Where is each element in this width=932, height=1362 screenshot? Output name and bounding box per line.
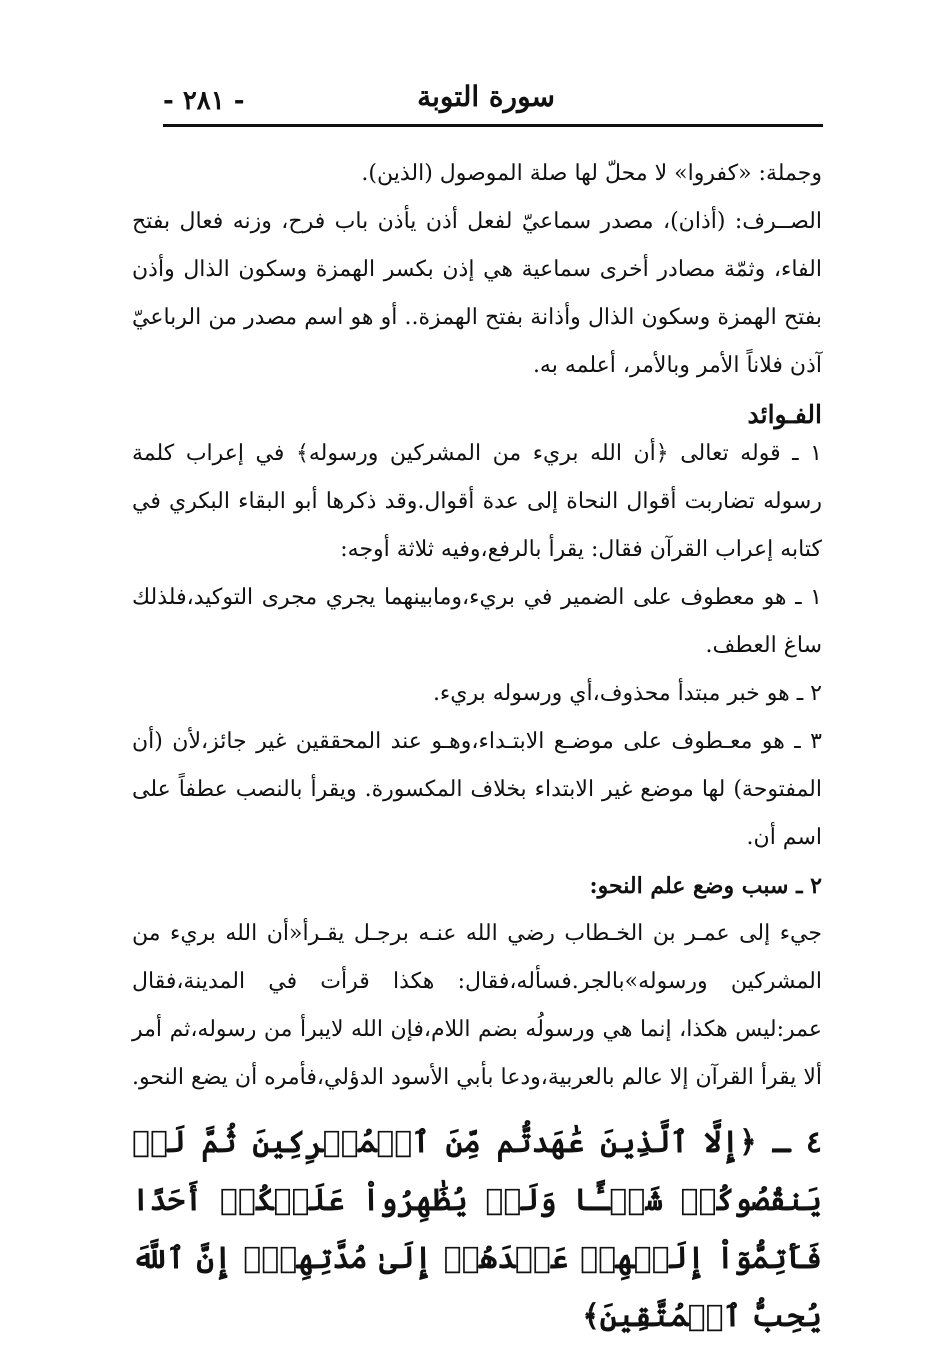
paragraph-relative-clause: وجملة: «كفروا» لا محلّ لها صلة الموصول (الذين). xyxy=(361,161,822,186)
surah-title: سورة التوبة xyxy=(417,80,555,113)
fawaid-item-1-point-1: ١ ـ هو معطوف على الضمير في بريء،ومابينهما يجري مجرى التوكيد،فلذلك ساغ العطف. xyxy=(132,585,822,658)
fawaid-item-2-heading: ٢ ـ سبب وضع علم النحو: xyxy=(589,873,822,899)
fawaid-item-1-point-2: ٢ ـ هو خبر مبتدأ محذوف،أي ورسوله بريء. xyxy=(432,681,822,706)
paragraph-morphology: الصــرف: (أذان)، مصدر سماعيّ لفعل أذن يأذن باب فرح، وزنه فعال بفتح الفاء، وثمّة مصادر أخرى سماعية هي إذن بكسر الهمزة وسكون الذال وأذن بفتح الهمزة وسكون الذال وأذانة بفتح الهمزة.. أو هو اسم مصدر من الرباعيّ آذن فلاناً الأمر وبالأمر، أعلمه به. xyxy=(132,209,822,378)
body-text xyxy=(132,150,822,1346)
header-divider xyxy=(163,124,823,127)
page-header xyxy=(163,78,823,128)
fawaid-item-1-point-3: ٣ ـ هو معـطوف على موضـع الابتـداء،وهـو عند المحققين غير جائز،لأن (أن المفتوحة) لها موضع غير الابتداء بخلاف المكسورة. ويقرأ بالنصب عطفاً على اسم أن. xyxy=(132,729,822,850)
fawaid-item-4-number: ٤ ـ xyxy=(772,1125,823,1160)
page-number: - ٢٨١ - xyxy=(163,86,245,116)
section-heading-fawaid: الفـوائد xyxy=(747,400,822,429)
quran-verse xyxy=(132,1114,822,1346)
fawaid-item-1: ١ ـ قوله تعالى ﴿أن الله بريء من المشركين ورسوله﴾ في إعراب كلمة رسوله تضاربت أقوال النحاة إلى عدة أقوال.وقد ذكرها أبو البقاء البكري في كتابه إعراب القرآن فقال: يقرأ بالرفع،وفيه ثلاثة أوجه: xyxy=(132,441,822,562)
quran-verse-text: ﴿إِلَّا ٱلَّذِينَ عَٰهَدتُّم مِّنَ ٱلۡمُشۡرِكِينَ ثُمَّ لَمۡ يَنقُصُوكُمۡ شَيۡـًٔا وَلَمۡ يُظَٰهِرُواْ عَلَيۡكُمۡ أَحَدًا فَأَتِمُّوٓاْ إِلَيۡهِمۡ عَهۡدَهُمۡ إِلَىٰ مُدَّتِهِمۡۚ إِنَّ ٱللَّهَ يُحِبُّ ٱلۡمُتَّقِينَ﴾ xyxy=(132,1125,822,1334)
fawaid-item-2-text: جيء إلى عمـر بن الخـطاب رضي الله عنـه برجـل يقـرأ«أن الله بريء من المشركين ورسوله»بالجر.فسأله،فقال: هكذا قرأت في المدينة،فقال عمر:ليس هكذا، إنما هي ورسولُه بضم اللام،فإن الله لايبرأ من رسوله،ثم أمر ألا يقرأ القرآن إلا عالم بالعربية،ودعا بأبي الأسود الدؤلي،فأمره أن يضع النحو. xyxy=(132,921,822,1090)
